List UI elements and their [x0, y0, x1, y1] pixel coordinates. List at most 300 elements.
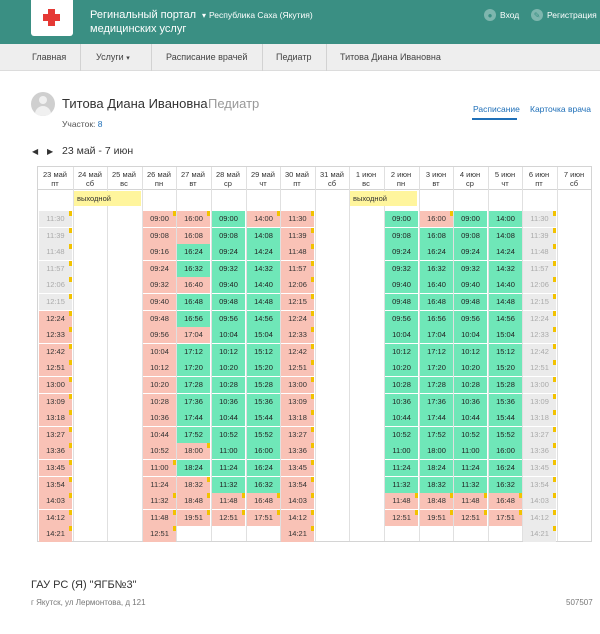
- time-slot-label: 12:51: [46, 363, 65, 372]
- time-slot-free[interactable]: [420, 228, 453, 244]
- time-slot-busy: [143, 261, 176, 277]
- time-slot-past: [523, 427, 556, 443]
- time-slot-busy: [177, 211, 210, 227]
- time-slot-free[interactable]: [212, 211, 245, 227]
- time-slot-free[interactable]: [454, 344, 487, 360]
- time-slot-label: 14:48: [254, 297, 273, 306]
- time-slot-free[interactable]: [489, 410, 522, 426]
- time-slot-free[interactable]: [177, 294, 210, 310]
- flag-icon: [553, 410, 556, 415]
- time-slot-label: 10:12: [392, 347, 411, 356]
- time-slot-label: 14:00: [496, 214, 515, 223]
- time-slot-free[interactable]: [212, 277, 245, 293]
- time-slot-busy: [177, 477, 210, 493]
- time-slot-free[interactable]: [385, 344, 418, 360]
- day-header: [107, 170, 141, 188]
- time-slot-free[interactable]: [489, 427, 522, 443]
- flag-icon: [311, 344, 314, 349]
- time-slot-free[interactable]: [420, 394, 453, 410]
- time-slot-busy: [281, 477, 314, 493]
- time-slot-label: 11:48: [461, 496, 480, 505]
- flag-icon: [553, 294, 556, 299]
- day-date: 26 май: [147, 170, 171, 179]
- time-slot-free[interactable]: [247, 311, 280, 327]
- time-slot-free[interactable]: [489, 460, 522, 476]
- time-slot-free[interactable]: [454, 311, 487, 327]
- time-slot-label: 12:51: [150, 529, 169, 538]
- time-slot-label: 09:08: [461, 231, 480, 240]
- time-slot-label: 16:00: [496, 446, 515, 455]
- time-slot-label: 09:40: [461, 280, 480, 289]
- time-slot-busy: [247, 211, 280, 227]
- time-slot-label: 12:51: [530, 363, 549, 372]
- time-slot-busy: [39, 477, 72, 493]
- time-slot-label: 11:48: [288, 247, 307, 256]
- time-slot-free[interactable]: [385, 211, 418, 227]
- time-slot-label: 18:24: [427, 463, 446, 472]
- time-slot-free[interactable]: [489, 377, 522, 393]
- time-slot-free[interactable]: [385, 294, 418, 310]
- time-slot-free[interactable]: [177, 460, 210, 476]
- time-slot-busy: [281, 211, 314, 227]
- register-link[interactable]: [531, 9, 597, 21]
- time-slot-free[interactable]: [420, 477, 453, 493]
- time-slot-label: 14:32: [254, 264, 273, 273]
- time-slot-free[interactable]: [177, 360, 210, 376]
- time-slot-label: 10:04: [150, 347, 169, 356]
- day-date: 31 май: [320, 170, 344, 179]
- time-slot-free[interactable]: [212, 327, 245, 343]
- prev-week-arrow-icon[interactable]: ◀: [32, 147, 39, 156]
- time-slot-label: 09:08: [150, 231, 169, 240]
- time-slot-busy: [454, 493, 487, 509]
- time-slot-free[interactable]: [212, 228, 245, 244]
- time-slot-label: 13:00: [530, 380, 549, 389]
- time-slot-free[interactable]: [247, 327, 280, 343]
- time-slot-label: 13:54: [288, 480, 307, 489]
- next-week-arrow-icon[interactable]: ▶: [47, 147, 54, 156]
- day-weekday: пт: [293, 179, 301, 188]
- time-slot-busy: [39, 410, 72, 426]
- time-slot-free[interactable]: [212, 460, 245, 476]
- day-weekday: сб: [327, 179, 337, 188]
- time-slot-label: 11:00: [219, 446, 238, 455]
- flag-icon: [553, 228, 556, 233]
- day-header: [246, 170, 280, 188]
- time-slot-label: 17:51: [496, 513, 515, 522]
- edit-icon: ✎: [531, 9, 543, 21]
- time-slot-label: 10:20: [219, 363, 238, 372]
- day-date: 3 июн: [425, 170, 447, 179]
- time-slot-free[interactable]: [420, 344, 453, 360]
- day-weekday: вс: [362, 179, 370, 188]
- time-slot-label: 15:44: [496, 413, 515, 422]
- day-header: [38, 170, 72, 188]
- time-slot-busy: [177, 493, 210, 509]
- time-slot-label: 13:27: [288, 430, 307, 439]
- time-slot-free[interactable]: [489, 394, 522, 410]
- time-slot-free[interactable]: [420, 377, 453, 393]
- flag-icon: [173, 211, 176, 216]
- time-slot-free[interactable]: [177, 344, 210, 360]
- day-date: 6 июн: [528, 170, 550, 179]
- time-slot-label: 15:04: [254, 330, 273, 339]
- time-slot-label: 11:00: [392, 446, 411, 455]
- breadcrumb-services-label: Услуги: [96, 52, 124, 62]
- time-slot-free[interactable]: [385, 327, 418, 343]
- time-slot-free[interactable]: [212, 261, 245, 277]
- time-slot-free[interactable]: [212, 377, 245, 393]
- time-slot-past: [39, 261, 72, 277]
- time-slot-free[interactable]: [420, 410, 453, 426]
- time-slot-free[interactable]: [177, 427, 210, 443]
- flag-icon: [69, 344, 72, 349]
- time-slot-free[interactable]: [247, 394, 280, 410]
- time-slot-past: [523, 443, 556, 459]
- time-slot-label: 11:32: [150, 496, 169, 505]
- time-slot-label: 13:18: [288, 413, 307, 422]
- time-slot-free[interactable]: [454, 211, 487, 227]
- login-label: Вход: [500, 10, 520, 20]
- time-slot-label: 16:32: [427, 264, 446, 273]
- time-slot-label: 18:48: [427, 496, 446, 505]
- time-slot-label: 12:42: [46, 347, 65, 356]
- time-slot-free[interactable]: [247, 344, 280, 360]
- time-slot-busy: [143, 344, 176, 360]
- day-off-banner: выходной: [350, 191, 417, 206]
- time-slot-past: [39, 294, 72, 310]
- time-slot-label: 15:12: [496, 347, 515, 356]
- time-slot-label: 09:40: [219, 280, 238, 289]
- time-slot-free[interactable]: [420, 360, 453, 376]
- time-slot-label: 09:48: [461, 297, 480, 306]
- time-slot-free[interactable]: [385, 427, 418, 443]
- time-slot-free[interactable]: [247, 377, 280, 393]
- time-slot-label: 13:09: [288, 397, 307, 406]
- time-slot-past: [523, 228, 556, 244]
- portal-title[interactable]: Регинальный портал медицинских услуг: [90, 9, 197, 35]
- time-slot-busy: [39, 460, 72, 476]
- time-slot-free[interactable]: [489, 211, 522, 227]
- day-header: [522, 170, 556, 188]
- chevron-down-icon: ▾: [126, 55, 130, 62]
- time-slot-busy: [143, 460, 176, 476]
- time-slot-free[interactable]: [489, 277, 522, 293]
- time-slot-free[interactable]: [177, 377, 210, 393]
- time-slot-label: 13:45: [46, 463, 65, 472]
- time-slot-free[interactable]: [489, 344, 522, 360]
- time-slot-free[interactable]: [385, 311, 418, 327]
- day-date: 1 июн: [355, 170, 377, 179]
- breadcrumb-schedule[interactable]: Расписание врачей: [166, 52, 248, 62]
- flag-icon: [207, 211, 210, 216]
- time-slot-label: 17:52: [184, 430, 203, 439]
- time-slot-free[interactable]: [247, 460, 280, 476]
- time-slot-label: 09:56: [392, 314, 411, 323]
- breadcrumb-services[interactable]: [96, 52, 130, 62]
- time-slot-label: 15:28: [254, 380, 273, 389]
- time-slot-label: 09:32: [461, 264, 480, 273]
- time-slot-free[interactable]: [454, 244, 487, 260]
- time-slot-busy: [281, 294, 314, 310]
- flag-icon: [69, 410, 72, 415]
- grid-column-divider: [315, 167, 316, 541]
- time-slot-free[interactable]: [212, 427, 245, 443]
- time-slot-label: 11:48: [150, 513, 169, 522]
- time-slot-label: 12:33: [288, 330, 307, 339]
- flag-icon: [311, 244, 314, 249]
- flag-icon: [311, 360, 314, 365]
- time-slot-past: [523, 460, 556, 476]
- portal-logo[interactable]: [31, 0, 73, 36]
- flag-icon: [277, 510, 280, 515]
- time-slot-label: 10:20: [150, 380, 169, 389]
- time-slot-label: 11:24: [392, 463, 411, 472]
- time-slot-label: 16:32: [496, 480, 515, 489]
- time-slot-free[interactable]: [420, 294, 453, 310]
- flag-icon: [311, 493, 314, 498]
- time-slot-free[interactable]: [454, 427, 487, 443]
- time-slot-label: 17:12: [427, 347, 446, 356]
- time-slot-free[interactable]: [385, 228, 418, 244]
- time-slot-free[interactable]: [385, 443, 418, 459]
- day-header: [142, 170, 176, 188]
- time-slot-free[interactable]: [177, 261, 210, 277]
- breadcrumb-separator: [80, 44, 81, 71]
- time-slot-free[interactable]: [454, 394, 487, 410]
- time-slot-free[interactable]: [247, 360, 280, 376]
- time-slot-free[interactable]: [489, 327, 522, 343]
- time-slot-label: 19:51: [184, 513, 203, 522]
- time-slot-free[interactable]: [454, 294, 487, 310]
- time-slot-busy: [420, 211, 453, 227]
- time-slot-free[interactable]: [454, 327, 487, 343]
- flag-icon: [311, 427, 314, 432]
- time-slot-free[interactable]: [212, 360, 245, 376]
- flag-icon: [277, 493, 280, 498]
- time-slot-busy: [39, 377, 72, 393]
- time-slot-label: 13:09: [46, 397, 65, 406]
- time-slot-free[interactable]: [177, 311, 210, 327]
- time-slot-free[interactable]: [212, 244, 245, 260]
- flag-icon: [69, 311, 72, 316]
- time-slot-busy: [281, 394, 314, 410]
- flag-icon: [450, 510, 453, 515]
- time-slot-label: 09:56: [150, 330, 169, 339]
- tab-schedule[interactable]: Расписание: [473, 104, 520, 114]
- time-slot-free[interactable]: [385, 477, 418, 493]
- time-slot-label: 10:44: [150, 430, 169, 439]
- breadcrumb-home[interactable]: Главная: [32, 52, 67, 62]
- time-slot-label: 10:28: [219, 380, 238, 389]
- region-selector[interactable]: [202, 10, 313, 20]
- time-slot-free[interactable]: [489, 443, 522, 459]
- time-slot-label: 11:30: [288, 214, 307, 223]
- time-slot-free[interactable]: [247, 261, 280, 277]
- time-slot-free[interactable]: [454, 477, 487, 493]
- time-slot-past: [39, 277, 72, 293]
- time-slot-free[interactable]: [177, 244, 210, 260]
- time-slot-label: 12:24: [288, 314, 307, 323]
- time-slot-label: 16:40: [184, 280, 203, 289]
- time-slot-label: 17:12: [184, 347, 203, 356]
- flag-icon: [519, 510, 522, 515]
- time-slot-free[interactable]: [212, 311, 245, 327]
- time-slot-free[interactable]: [454, 277, 487, 293]
- time-slot-free[interactable]: [247, 427, 280, 443]
- time-slot-past: [523, 311, 556, 327]
- time-slot-busy: [143, 228, 176, 244]
- time-slot-label: 16:00: [184, 214, 203, 223]
- time-slot-label: 10:36: [150, 413, 169, 422]
- time-slot-free[interactable]: [454, 228, 487, 244]
- time-slot-free[interactable]: [420, 244, 453, 260]
- time-slot-label: 17:36: [427, 397, 446, 406]
- time-slot-free[interactable]: [489, 261, 522, 277]
- time-slot-free[interactable]: [489, 477, 522, 493]
- time-slot-label: 10:52: [150, 446, 169, 455]
- time-slot-free[interactable]: [454, 443, 487, 459]
- time-slot-free[interactable]: [454, 460, 487, 476]
- flag-icon: [553, 427, 556, 432]
- time-slot-label: 10:20: [461, 363, 480, 372]
- time-slot-busy: [385, 493, 418, 509]
- time-slot-label: 10:04: [461, 330, 480, 339]
- flag-icon: [450, 493, 453, 498]
- time-slot-busy: [212, 510, 245, 526]
- time-slot-busy: [143, 410, 176, 426]
- time-slot-free[interactable]: [247, 294, 280, 310]
- time-slot-free[interactable]: [385, 277, 418, 293]
- time-slot-busy: [385, 510, 418, 526]
- flag-icon: [553, 344, 556, 349]
- flag-icon: [553, 261, 556, 266]
- time-slot-past: [523, 477, 556, 493]
- day-date: 5 июн: [494, 170, 516, 179]
- time-slot-free[interactable]: [454, 360, 487, 376]
- time-slot-free[interactable]: [385, 394, 418, 410]
- time-slot-label: 17:44: [427, 413, 446, 422]
- time-slot-free[interactable]: [212, 344, 245, 360]
- time-slot-free[interactable]: [385, 244, 418, 260]
- flag-icon: [553, 477, 556, 482]
- time-slot-label: 11:48: [392, 496, 411, 505]
- time-slot-label: 09:32: [150, 280, 169, 289]
- time-slot-label: 14:00: [254, 214, 273, 223]
- time-slot-past: [39, 228, 72, 244]
- week-range-label: 23 май - 7 июн: [62, 145, 134, 157]
- time-slot-free[interactable]: [247, 410, 280, 426]
- flag-icon: [553, 394, 556, 399]
- time-slot-free[interactable]: [385, 460, 418, 476]
- time-slot-free[interactable]: [177, 410, 210, 426]
- time-slot-label: 14:40: [254, 280, 273, 289]
- flag-icon: [553, 244, 556, 249]
- time-slot-free[interactable]: [385, 261, 418, 277]
- time-slot-label: 16:48: [496, 496, 515, 505]
- time-slot-free[interactable]: [420, 443, 453, 459]
- time-slot-busy: [212, 493, 245, 509]
- time-slot-free[interactable]: [247, 244, 280, 260]
- time-slot-free[interactable]: [454, 377, 487, 393]
- time-slot-free[interactable]: [420, 261, 453, 277]
- time-slot-label: 13:09: [530, 397, 549, 406]
- time-slot-label: 16:56: [184, 314, 203, 323]
- time-slot-free[interactable]: [489, 228, 522, 244]
- time-slot-free[interactable]: [385, 377, 418, 393]
- time-slot-free[interactable]: [385, 360, 418, 376]
- uchastok-value[interactable]: 8: [97, 119, 103, 129]
- time-slot-free[interactable]: [489, 244, 522, 260]
- breadcrumb-specialty[interactable]: Педиатр: [276, 52, 312, 62]
- time-slot-free[interactable]: [247, 477, 280, 493]
- time-slot-free[interactable]: [247, 228, 280, 244]
- time-slot-free[interactable]: [247, 443, 280, 459]
- time-slot-free[interactable]: [454, 261, 487, 277]
- time-slot-past: [523, 294, 556, 310]
- time-slot-label: 09:00: [392, 214, 411, 223]
- top-header: [0, 0, 600, 44]
- time-slot-free[interactable]: [420, 277, 453, 293]
- time-slot-free[interactable]: [454, 410, 487, 426]
- time-slot-label: 11:30: [530, 214, 549, 223]
- doctor-name: Титова Диана Ивановна: [62, 96, 208, 111]
- time-slot-free[interactable]: [420, 327, 453, 343]
- day-weekday: пт: [51, 179, 59, 188]
- time-slot-free[interactable]: [489, 360, 522, 376]
- time-slot-label: 12:51: [392, 513, 411, 522]
- tab-doctor-card[interactable]: Карточка врача: [530, 104, 591, 114]
- time-slot-free[interactable]: [420, 460, 453, 476]
- day-header: [488, 170, 522, 188]
- time-slot-label: 12:51: [461, 513, 480, 522]
- time-slot-free[interactable]: [212, 477, 245, 493]
- time-slot-label: 09:24: [392, 247, 411, 256]
- time-slot-free[interactable]: [489, 294, 522, 310]
- time-slot-free[interactable]: [420, 427, 453, 443]
- time-slot-free[interactable]: [420, 311, 453, 327]
- time-slot-free[interactable]: [247, 277, 280, 293]
- day-header: [349, 170, 383, 188]
- time-slot-label: 16:48: [254, 496, 273, 505]
- time-slot-busy: [281, 427, 314, 443]
- time-slot-free[interactable]: [212, 294, 245, 310]
- time-slot-free[interactable]: [489, 311, 522, 327]
- flag-icon: [311, 211, 314, 216]
- time-slot-free[interactable]: [177, 394, 210, 410]
- flag-icon: [553, 460, 556, 465]
- time-slot-busy: [281, 377, 314, 393]
- time-slot-label: 14:03: [288, 496, 307, 505]
- time-slot-free[interactable]: [385, 410, 418, 426]
- time-slot-busy: [489, 510, 522, 526]
- time-slot-label: 12:42: [288, 347, 307, 356]
- footer-code: 507507: [566, 598, 593, 607]
- time-slot-past: [39, 244, 72, 260]
- day-weekday: чт: [501, 179, 509, 188]
- time-slot-free[interactable]: [212, 394, 245, 410]
- login-link[interactable]: [484, 9, 519, 21]
- time-slot-label: 09:32: [392, 264, 411, 273]
- time-slot-free[interactable]: [212, 410, 245, 426]
- flag-icon: [311, 443, 314, 448]
- time-slot-label: 13:36: [288, 446, 307, 455]
- time-slot-label: 11:39: [46, 231, 65, 240]
- flag-icon: [277, 211, 280, 216]
- flag-icon: [484, 493, 487, 498]
- flag-icon: [173, 460, 176, 465]
- time-slot-free[interactable]: [212, 443, 245, 459]
